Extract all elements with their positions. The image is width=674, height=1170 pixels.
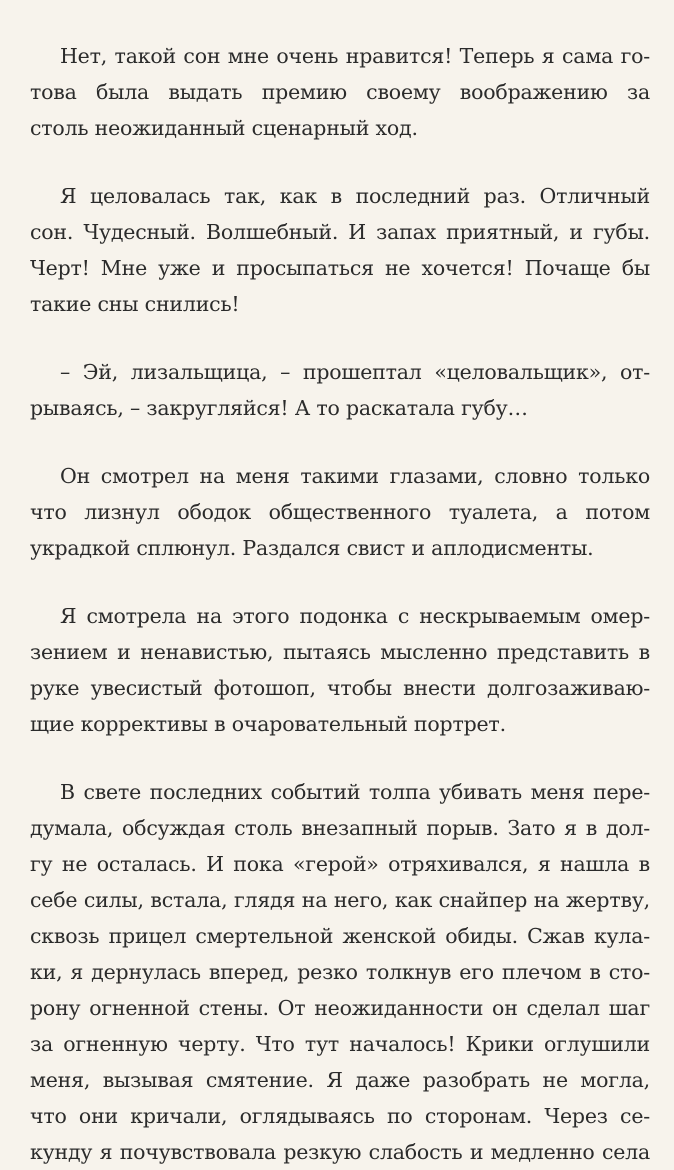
text-line: столь неожиданный сценарный ход.: [30, 116, 418, 140]
text-line: сон. Чудесный. Волшебный. И запах приятный, и губы.: [30, 220, 650, 244]
text-line: кунду я почувствовала резкую слабость и медленно села: [30, 1140, 650, 1164]
text-line: что лизнул ободок общественного туалета, а потом: [30, 500, 650, 524]
paragraph-4: [30, 458, 650, 566]
paragraph-1: [30, 38, 650, 146]
paragraph-5: [30, 598, 650, 742]
text-line: – Эй, лизальщица, – прошептал «целовальщик», от-: [60, 360, 650, 384]
text-line: Я смотрела на этого подонка с нескрываемым омер-: [60, 604, 650, 628]
text-line: рываясь, – закругляйся! А то раскатала губу…: [30, 396, 528, 420]
text-line: украдкой сплюнул. Раздался свист и аплодисменты.: [30, 536, 594, 560]
text-line: гу не осталась. И пока «герой» отряхивался, я нашла в: [30, 852, 650, 876]
text-line: Он смотрел на меня такими глазами, словно только: [60, 464, 650, 488]
text-line: рону огненной стены. От неожиданности он сделал шаг: [30, 996, 650, 1020]
text-line: думала, обсуждая столь внезапный порыв. Зато я в дол-: [30, 816, 650, 840]
paragraph-2: [30, 178, 650, 322]
text-line: что они кричали, оглядываясь по сторонам. Через се-: [30, 1104, 650, 1128]
text-line: това была выдать премию своему воображению за: [30, 80, 650, 104]
text-line: себе силы, встала, глядя на него, как снайпер на жертву,: [30, 888, 650, 912]
text-line: меня, вызывая смятение. Я даже разобрать не могла,: [30, 1068, 650, 1092]
text-line: такие сны снились!: [30, 292, 240, 316]
text-line: ки, я дернулась вперед, резко толкнув его плечом в сто-: [30, 960, 650, 984]
text-line: Черт! Мне уже и просыпаться не хочется! Почаще бы: [30, 256, 650, 280]
text-line: щие коррективы в очаровательный портрет.: [30, 712, 506, 736]
paragraph-3: [30, 354, 650, 426]
paragraph-6: [30, 774, 650, 1170]
text-line: Я целовалась так, как в последний раз. Отличный: [60, 184, 650, 208]
text-line: Нет, такой сон мне очень нравится! Теперь я сама го-: [60, 44, 650, 68]
text-line: сквозь прицел смертельной женской обиды. Сжав кула-: [30, 924, 650, 948]
text-line: за огненную черту. Что тут началось! Крики оглушили: [30, 1032, 650, 1056]
text-line: В свете последних событий толпа убивать меня пере-: [60, 780, 650, 804]
text-line: зением и ненавистью, пытаясь мысленно представить в: [30, 640, 650, 664]
text-line: руке увесистый фотошоп, чтобы внести долгозаживаю-: [30, 676, 650, 700]
